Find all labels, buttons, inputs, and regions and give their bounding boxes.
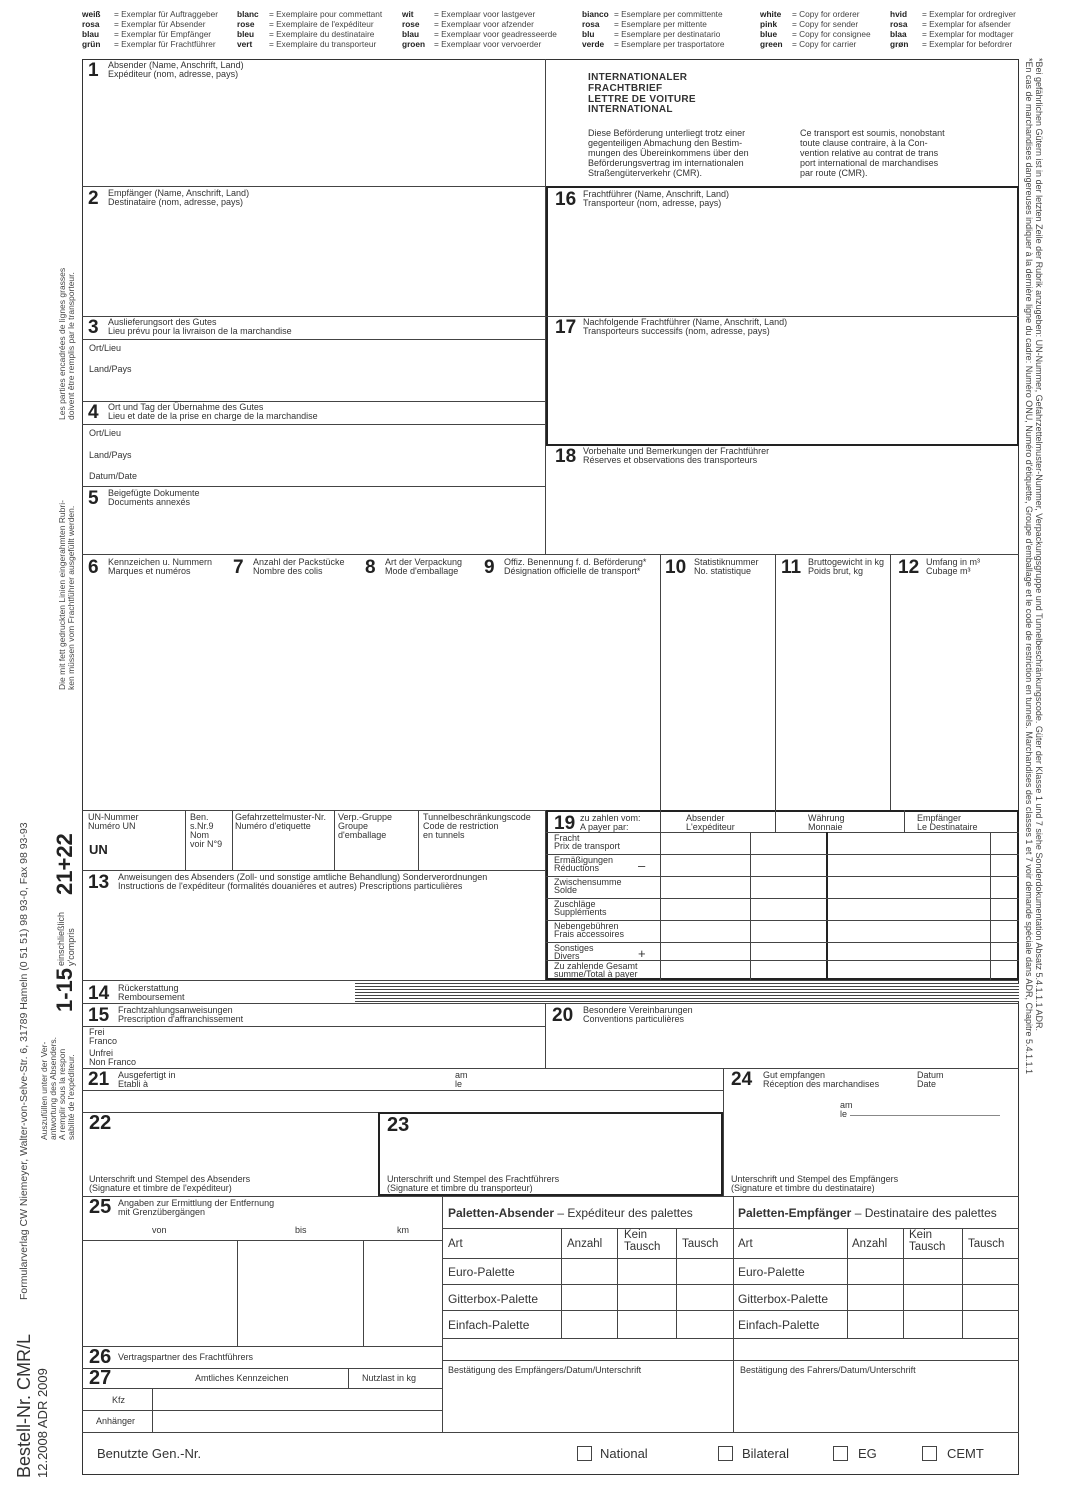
trailer-plate-input[interactable] xyxy=(154,1412,440,1430)
tunnel-code-label-2: Code de restriction xyxy=(423,821,499,831)
packing-group-label-2: Groupe xyxy=(338,821,369,831)
field-19-number: 19 xyxy=(554,813,576,834)
tunnel-code-label-3: en tunnels xyxy=(423,830,465,840)
field-24-date: Date xyxy=(917,1079,937,1089)
field-22-number: 22 xyxy=(89,1112,112,1134)
statistic-number-input[interactable] xyxy=(662,582,773,808)
copy-legend-entry xyxy=(760,19,858,29)
copy-legend-entry xyxy=(890,19,1011,29)
field-24-am: am xyxy=(840,1100,853,1110)
distance-table-input[interactable] xyxy=(84,1242,440,1344)
field-24-datum: Datum xyxy=(917,1070,944,1080)
field-2-label-de: Empfänger (Name, Anschrift, Land) xyxy=(108,188,250,198)
non-franco-label: Non Franco xyxy=(89,1057,137,1067)
pallet-col-header: Art xyxy=(738,1238,753,1250)
consignee-input[interactable] xyxy=(84,210,543,314)
field-1-number: 1 xyxy=(88,60,99,81)
field-26-number: 26 xyxy=(89,1346,112,1368)
charges-box xyxy=(546,810,1019,980)
field-4-ort: Ort/Lieu xyxy=(89,428,122,438)
field-11-label-de: Bruttogewicht in kg xyxy=(808,557,885,567)
field-6-label-fr: Marques et numéros xyxy=(108,566,191,576)
copy-color-word: groen xyxy=(402,39,426,49)
fields-range-label-2: 21+22 xyxy=(52,833,77,895)
field-1-label-fr: Expéditeur (nom, adresse, pays) xyxy=(108,69,239,79)
pallet-quantity-cell[interactable] xyxy=(848,1313,900,1335)
payer-consignee-label-fr: Le Destinataire xyxy=(917,822,978,832)
field-23-number: 23 xyxy=(387,1114,410,1136)
form-date-adr: 12.2008 ADR 2009 xyxy=(35,1368,50,1478)
copy-color-word: hvid xyxy=(890,9,908,19)
copy-legend-entry xyxy=(890,39,1012,49)
fields-range-label: 1-15 xyxy=(52,967,77,1012)
checkbox-bilateral[interactable] xyxy=(718,1446,733,1461)
field-24-label-fr: Réception des marchandises xyxy=(763,1079,880,1089)
copy-description: = Exemplar for modtager xyxy=(922,29,1014,39)
copy-description: = Exemplar für Empfänger xyxy=(114,29,212,39)
field-4-label-fr: Lieu et date de la prise en charge de la marchandise xyxy=(108,411,318,421)
copy-color-word: weiß xyxy=(82,9,101,19)
field-4-label-de: Ort und Tag der Übernahme des Gutes xyxy=(108,402,264,412)
field-22-sig-de: Unterschrift und Stempel des Absenders xyxy=(89,1174,251,1184)
field-16-label-fr: Transporteur (nom, adresse, pays) xyxy=(583,198,722,208)
field-9-label-de: Offiz. Benennung f. d. Beförderung* xyxy=(504,557,647,567)
distance-km-label: km xyxy=(397,1225,409,1235)
sender-input[interactable] xyxy=(84,82,543,184)
vehicle-label: Kfz xyxy=(112,1395,126,1405)
field-4-number: 4 xyxy=(88,402,99,423)
field-24-le: le xyxy=(840,1109,848,1119)
field-25-label-de: Angaben zur Ermittlung der Entfernung xyxy=(118,1198,275,1208)
field-17-number: 17 xyxy=(555,317,577,338)
copy-legend-entry xyxy=(582,9,723,19)
copy-description: = Exemplaire pour commettant xyxy=(269,9,383,19)
copy-legend-entry xyxy=(890,29,1014,39)
copy-description: = Exemplar for afsender xyxy=(922,19,1011,29)
field-11-number: 11 xyxy=(781,557,802,578)
field-3-label-de: Auslieferungsort des Gutes xyxy=(108,317,217,327)
pallet-col-header: Anzahl xyxy=(852,1238,888,1250)
license-plate-label: Amtliches Kennzeichen xyxy=(195,1373,289,1383)
checkbox-national[interactable] xyxy=(577,1446,592,1461)
field-24-sig-de: Unterschrift und Stempel des Empfängers xyxy=(731,1174,899,1184)
copy-legend-entry xyxy=(402,39,541,49)
dangerous-goods-note-fr: *En cas de marchandises dangereuses indiquer à la dernière ligne du cadre: Numéro ONU, Numéro d'étiquette, Groupe d'emballage et le code de restriction en tunnels. Marchandises des classes 1 et 7 voir demande spéciale dans ADR, Chapitre 5.4.1.1.1 xyxy=(1024,58,1034,1075)
charge-label-fr: Solde xyxy=(554,885,578,895)
charge-label-fr: Divers xyxy=(554,951,580,961)
payload-label: Nutzlast in kg xyxy=(362,1373,417,1383)
field-21-label-fr: Etabli à xyxy=(118,1079,149,1089)
copy-legend-entry xyxy=(237,9,382,19)
field-10-label-de: Statistiknummer xyxy=(694,557,759,567)
field-23-sig-de: Unterschrift und Stempel des Frachtführers xyxy=(387,1174,560,1184)
copy-legend-entry xyxy=(402,19,534,29)
charge-label-de: Sonstiges xyxy=(554,943,594,953)
field-12-number: 12 xyxy=(898,557,920,578)
pallet-row-label: Gitterbox-Palette xyxy=(738,1291,829,1306)
distance-from-label: von xyxy=(152,1225,167,1235)
copy-description: = Exemplaar voor afzender xyxy=(434,19,534,29)
copy-description: = Copy for carrier xyxy=(792,39,857,49)
pallet-col-header: Kein Tausch xyxy=(909,1229,946,1253)
pallet-col-header: Kein Tausch xyxy=(624,1229,661,1253)
un-number-label: UN-Nummer xyxy=(88,812,139,822)
pallet-quantity-cell[interactable] xyxy=(563,1260,615,1282)
copy-color-word: blau xyxy=(402,29,420,39)
field-11-label-fr: Poids brut, kg xyxy=(808,566,864,576)
packing-group-label-3: d'emballage xyxy=(338,830,387,840)
field-14-label-fr: Remboursement xyxy=(118,992,185,1002)
field-3-ort: Ort/Lieu xyxy=(89,343,122,353)
pallet-quantity-cell[interactable] xyxy=(848,1260,900,1282)
field-8-label-de: Art der Verpackung xyxy=(385,557,463,567)
issued-date-input[interactable] xyxy=(475,1070,715,1088)
pallet-receiver-confirmation: Bestätigung des Fahrers/Datum/Unterschrift xyxy=(740,1365,916,1375)
field-9-label-fr: Désignation officielle de transport* xyxy=(504,566,641,576)
payer-consignee-label: Empfänger xyxy=(917,813,962,823)
copy-legend xyxy=(82,9,1022,51)
copy-color-word: verde xyxy=(582,39,605,49)
field-17-label-fr: Transporteurs successifs (nom, adresse, pays) xyxy=(583,326,770,336)
field-18-label-de: Vorbehalte und Bemerkungen der Frachtführer xyxy=(583,446,770,456)
copy-description: = Esemplare per mittente xyxy=(614,19,707,29)
copy-color-word: rosa xyxy=(890,19,908,29)
charge-label-de: Fracht xyxy=(554,833,580,843)
field-16-label-de: Frachtführer (Name, Anschrift, Land) xyxy=(583,189,730,199)
charge-label-fr: Réductions xyxy=(554,863,600,873)
option-national-label: National xyxy=(600,1446,648,1461)
refund-hatch xyxy=(355,983,1019,1002)
pallet-col-header: Tausch xyxy=(968,1238,1005,1250)
pallet-quantity-cell[interactable] xyxy=(848,1287,900,1309)
copy-color-word: white xyxy=(760,9,782,19)
field-20-label-de: Besondere Vereinbarungen xyxy=(583,1005,693,1015)
option-cemt-label: CEMT xyxy=(947,1446,984,1461)
field-15-label-de: Frachtzahlungsanweisungen xyxy=(118,1005,233,1015)
charge-label-de: Nebengebühren xyxy=(554,921,619,931)
charge-sign: – xyxy=(638,858,646,873)
currency-label: Währung xyxy=(808,813,845,823)
copy-color-word: rosa xyxy=(582,19,600,29)
copy-description: = Exemplaire du transporteur xyxy=(269,39,377,49)
responsibility-note: Auszufüllen unter der Ver- antwortung des Absenders. A remplir sous la respon sabilité de l'expéditeur. xyxy=(39,1036,76,1140)
copy-color-word: wit xyxy=(402,9,414,19)
charge-label-de: Zwischensumme xyxy=(554,877,622,887)
copy-color-word: bleu xyxy=(237,29,255,39)
field-13-label-de: Anweisungen des Absenders (Zoll- und sonstige amtliche Behandlung) Sonderverordnungen xyxy=(118,872,488,882)
field-6-label-de: Kennzeichen u. Nummern xyxy=(108,557,213,567)
field-3-number: 3 xyxy=(88,317,99,338)
copy-color-word: blaa xyxy=(890,29,907,39)
carrier-signature-area[interactable] xyxy=(415,1116,715,1172)
copy-description: = Exemplaar voor geadresseerde xyxy=(434,29,557,39)
publisher-note: Formularverlag CW Niemeyer, Walter-von-Selve-Str. 6, 31789 Hameln (0 51 51) 98 93-0, Fax 98 93-93 xyxy=(18,822,30,1300)
currency-label-fr: Monnaie xyxy=(808,822,843,832)
unfrei-label: Unfrei xyxy=(89,1048,114,1058)
field-7-number: 7 xyxy=(233,557,244,578)
charge-label-de: Ermäßigungen xyxy=(554,855,614,865)
pallet-quantity-cell[interactable] xyxy=(563,1287,615,1309)
field-23-sig-fr: (Signature et timbre du transporteur) xyxy=(387,1183,533,1193)
field-7-label-fr: Nombre des colis xyxy=(253,566,323,576)
ben-label-4: voir N°9 xyxy=(190,839,223,849)
field-18-label-fr: Réserves et observations des transporteurs xyxy=(583,455,758,465)
field-13-number: 13 xyxy=(88,872,110,893)
charge-label-de: Zuschläge xyxy=(554,899,596,909)
field-15-label-fr: Prescription d'affranchissement xyxy=(118,1014,244,1024)
gross-weight-input[interactable] xyxy=(777,582,888,808)
franco-label: Franco xyxy=(89,1036,118,1046)
copy-color-word: blue xyxy=(760,29,778,39)
field-16-number: 16 xyxy=(555,189,577,210)
field-19-label-de: zu zahlen vom: xyxy=(580,813,641,823)
reservations-input[interactable] xyxy=(550,468,1014,550)
hazard-label-number-label: Gefahrzettelmuster-Nr. xyxy=(235,812,327,822)
consignee-signature-area[interactable] xyxy=(726,1120,1016,1172)
copy-description: = Exemplar for ordregiver xyxy=(922,9,1016,19)
field-25-number: 25 xyxy=(89,1196,112,1218)
copy-description: = Copy for consignee xyxy=(792,29,871,39)
y-compris-label: y'compris xyxy=(66,928,76,966)
copy-description: = Copy for sender xyxy=(792,19,859,29)
copy-description: = Exemplaar voor lastgever xyxy=(434,9,536,19)
copy-description: = Exemplar für Absender xyxy=(114,19,206,29)
copy-color-word: grøn xyxy=(890,39,909,49)
copy-color-word: blau xyxy=(82,29,100,39)
copy-legend-entry xyxy=(582,19,707,29)
charge-label-de: Zu zahlende Gesamt xyxy=(554,961,638,971)
trailer-label: Anhänger xyxy=(96,1416,136,1426)
form-title: INTERNATIONALER FRACHTBRIEF LETTRE DE VOITURE INTERNATIONAL xyxy=(588,72,696,116)
distance-to-label: bis xyxy=(295,1225,307,1235)
field-18-number: 18 xyxy=(555,446,577,467)
un-number-label-fr: Numéro UN xyxy=(88,821,136,831)
payer-sender-label-fr: L'expéditeur xyxy=(686,822,735,832)
volume-input[interactable] xyxy=(892,582,1017,808)
field-24-number: 24 xyxy=(731,1069,753,1090)
field-20-label-fr: Conventions particulières xyxy=(583,1014,685,1024)
copy-color-word: bianco xyxy=(582,9,609,19)
field-2-number: 2 xyxy=(88,188,99,209)
copy-color-word: grün xyxy=(82,39,101,49)
option-bilateral-label: Bilateral xyxy=(742,1446,789,1461)
ben-label: Ben. xyxy=(190,812,209,822)
pallet-sender-confirmation: Bestätigung des Empfängers/Datum/Unterschrift xyxy=(448,1365,642,1375)
field-1-label-de: Absender (Name, Anschrift, Land) xyxy=(108,60,244,70)
copy-legend-entry xyxy=(237,29,374,39)
field-10-label-fr: No. statistique xyxy=(694,566,752,576)
copy-legend-entry xyxy=(402,9,535,19)
copy-legend-entry xyxy=(82,39,216,49)
field-26-label-de: Vertragspartner des Frachtführers xyxy=(118,1352,254,1362)
hazard-label-number-label-fr: Numéro d'etiquette xyxy=(235,821,311,831)
gen-nr-label: Benutzte Gen.-Nr. xyxy=(97,1446,202,1461)
copy-description: = Esemplare per destinatario xyxy=(614,29,721,39)
carrier-fields-note-de: Die mit fett gedruckten Linien eingerahmten Rubri- ken müssen vom Frachtführer ausgefüllt werden. xyxy=(57,500,76,690)
pallet-row-label: Euro-Palette xyxy=(448,1265,515,1279)
checkbox-eg[interactable] xyxy=(833,1446,848,1461)
charge-label-fr: Suppléments xyxy=(554,907,607,917)
field-24-sig-fr: (Signature et timbre du destinataire) xyxy=(731,1183,875,1193)
un-prefix: UN xyxy=(89,842,108,857)
pallets-receiver-title: Paletten-Empfänger – Destinataire des palettes xyxy=(738,1206,997,1220)
delivery-place-input[interactable] xyxy=(140,341,540,397)
copy-description: = Esemplare per committente xyxy=(614,9,723,19)
pallet-row-label: Einfach-Palette xyxy=(448,1318,530,1332)
copy-color-word: rose xyxy=(237,19,255,29)
issued-at-input[interactable] xyxy=(195,1070,445,1088)
pallet-row-label: Euro-Palette xyxy=(738,1265,805,1279)
field-10-number: 10 xyxy=(665,557,687,578)
successive-carriers-input[interactable] xyxy=(550,340,1014,442)
field-5-number: 5 xyxy=(88,488,99,509)
packing-group-label: Verp.-Gruppe xyxy=(338,812,393,822)
goods-input[interactable] xyxy=(84,582,658,808)
field-3-land: Land/Pays xyxy=(89,364,132,374)
copy-color-word: green xyxy=(760,39,783,49)
pallet-col-header: Art xyxy=(448,1238,463,1250)
order-number: Bestell-Nr. CMR/L xyxy=(14,1333,34,1478)
vehicle-plate-input[interactable] xyxy=(154,1390,440,1408)
field-5-label-de: Beigefügte Dokumente xyxy=(108,488,200,498)
copy-legend-entry xyxy=(82,9,218,19)
frei-label: Frei xyxy=(89,1027,105,1037)
field-21-number: 21 xyxy=(88,1069,110,1090)
pallets-sender-title: Paletten-Absender – Expéditeur des palettes xyxy=(448,1206,693,1220)
field-21-am: am xyxy=(455,1070,468,1080)
field-17-label-de: Nachfolgende Frachtführer (Name, Anschrift, Land) xyxy=(583,317,788,327)
field-15-number: 15 xyxy=(88,1005,110,1026)
field-14-label-de: Rückerstattung xyxy=(118,983,179,993)
copy-color-word: rosa xyxy=(82,19,100,29)
copy-color-word: vert xyxy=(237,39,253,49)
copy-legend-entry xyxy=(237,19,374,29)
copy-description: = Exemplaar voor vervoerder xyxy=(434,39,542,49)
charge-label-fr: Prix de transport xyxy=(554,841,621,851)
refund-input[interactable] xyxy=(200,983,350,1001)
ben-label-3: Nom xyxy=(190,830,210,840)
ben-label-2: s.Nr.9 xyxy=(190,821,214,831)
copy-legend-entry xyxy=(82,29,211,39)
receipt-date-input[interactable] xyxy=(852,1100,1000,1114)
copy-legend-entry xyxy=(582,29,720,39)
pallet-col-header: Anzahl xyxy=(567,1238,603,1250)
pallet-row-label: Gitterbox-Palette xyxy=(448,1291,539,1306)
field-24-label-de: Gut empfangen xyxy=(763,1070,826,1080)
copy-description: = Copy for orderer xyxy=(792,9,860,19)
copy-color-word: pink xyxy=(760,19,778,29)
copy-description: = Exemplar für Frachtführer xyxy=(114,39,216,49)
copy-color-word: rose xyxy=(402,19,420,29)
copy-color-word: blu xyxy=(582,29,595,39)
sender-instructions-input[interactable] xyxy=(84,895,543,978)
carrier-fields-note-fr: Les parties encadrées de lignes grasses doivent être remplis par le transporteur. xyxy=(57,267,76,420)
sender-signature-area[interactable] xyxy=(115,1114,375,1172)
copy-description: = Exemplaire de l'expéditeur xyxy=(269,19,374,29)
field-4-datum: Datum/Date xyxy=(89,471,138,481)
field-20-number: 20 xyxy=(552,1005,574,1026)
charge-label-fr: summe/Total à payer xyxy=(554,969,638,979)
field-21-le: le xyxy=(455,1079,463,1089)
copy-description: = Exemplar for befordrer xyxy=(922,39,1013,49)
field-6-number: 6 xyxy=(88,557,99,578)
copy-legend-entry xyxy=(237,39,376,49)
copy-description: = Exemplar für Auftraggeber xyxy=(114,9,218,19)
field-7-label-de: Anzahl der Packstücke xyxy=(253,557,345,567)
charge-sign: + xyxy=(638,946,646,961)
field-2-label-fr: Destinataire (nom, adresse, pays) xyxy=(108,197,244,207)
field-25-label-de2: mit Grenzübergängen xyxy=(118,1207,206,1217)
carrier-input[interactable] xyxy=(550,212,1014,312)
einschliesslich-label: einschließlich xyxy=(56,911,66,966)
field-12-label-fr: Cubage m³ xyxy=(926,566,971,576)
special-agreements-input[interactable] xyxy=(548,1028,1016,1066)
field-5-label-fr: Documents annexés xyxy=(108,497,191,507)
field-13-label-fr: Instructions de l'expéditeur (formalités douanières et autres) Prescriptions particulières xyxy=(118,881,463,891)
copy-legend-entry xyxy=(82,19,206,29)
copy-legend-entry xyxy=(760,39,856,49)
payment-instructions-input[interactable] xyxy=(145,1028,540,1066)
pallet-row-label: Einfach-Palette xyxy=(738,1318,820,1332)
cmr-notice-de: Diese Beförderung unterliegt trotz einer gegenteiligen Abmachung den Bestim- mungen des Übereinkommens über den Beförderungsvertrag im internationalen Straßengüterverkehr (CMR). xyxy=(588,128,749,178)
takeover-place-input[interactable] xyxy=(150,426,540,484)
cmr-notice-fr: Ce transport est soumis, nonobstant toute clause contraire, à la Con- vention relative au contrat de trans port international de marchandises par route (CMR). xyxy=(800,128,945,178)
field-3-label-fr: Lieu prévu pour la livraison de la marchandise xyxy=(108,326,292,336)
un-number-input[interactable] xyxy=(110,838,182,866)
field-12-label-de: Umfang in m³ xyxy=(926,557,981,567)
field-22-sig-fr: (Signature et timbre de l'expéditeur) xyxy=(89,1183,232,1193)
field-19-label-fr: A payer par: xyxy=(580,822,629,832)
field-4-land: Land/Pays xyxy=(89,450,132,460)
copy-legend-entry xyxy=(402,29,557,39)
payer-sender-label: Absender xyxy=(686,813,725,823)
checkbox-cemt[interactable] xyxy=(922,1446,937,1461)
pallet-quantity-cell[interactable] xyxy=(563,1313,615,1335)
field-8-label-fr: Mode d'emballage xyxy=(385,566,459,576)
field-27-number: 27 xyxy=(89,1367,112,1389)
documents-input[interactable] xyxy=(84,510,543,552)
copy-description: = Esemplare per trasportatore xyxy=(614,39,725,49)
copy-legend-entry xyxy=(582,39,724,49)
copy-legend-entry xyxy=(760,29,871,39)
copy-color-word: blanc xyxy=(237,9,259,19)
pallet-col-header: Tausch xyxy=(682,1238,719,1250)
copy-legend-entry xyxy=(890,9,1016,19)
option-eg-label: EG xyxy=(858,1446,877,1461)
field-8-number: 8 xyxy=(365,557,376,578)
charge-label-fr: Frais accessoires xyxy=(554,929,625,939)
field-14-number: 14 xyxy=(88,983,110,1004)
dangerous-goods-note-de: *Bei gefährlichen Gütern ist in der letzten Zeile der Rubrik anzugeben: UN-Nummer, Gefahrzettelmuster-Nummer, Verpackungsgruppe und Tunnelbeschränkungscode. Güter der Klasse 1 und 7 siehe Sonderdokumentation Absatz 5.4.1.1.1 ADR. xyxy=(1034,58,1044,1032)
field-21-label-de: Ausgefertigt in xyxy=(118,1070,176,1080)
copy-legend-entry xyxy=(760,9,860,19)
tunnel-code-label: Tunnelbeschränkungscode xyxy=(423,812,531,822)
copy-description: = Exemplaire du destinataire xyxy=(269,29,375,39)
field-9-number: 9 xyxy=(484,557,495,578)
